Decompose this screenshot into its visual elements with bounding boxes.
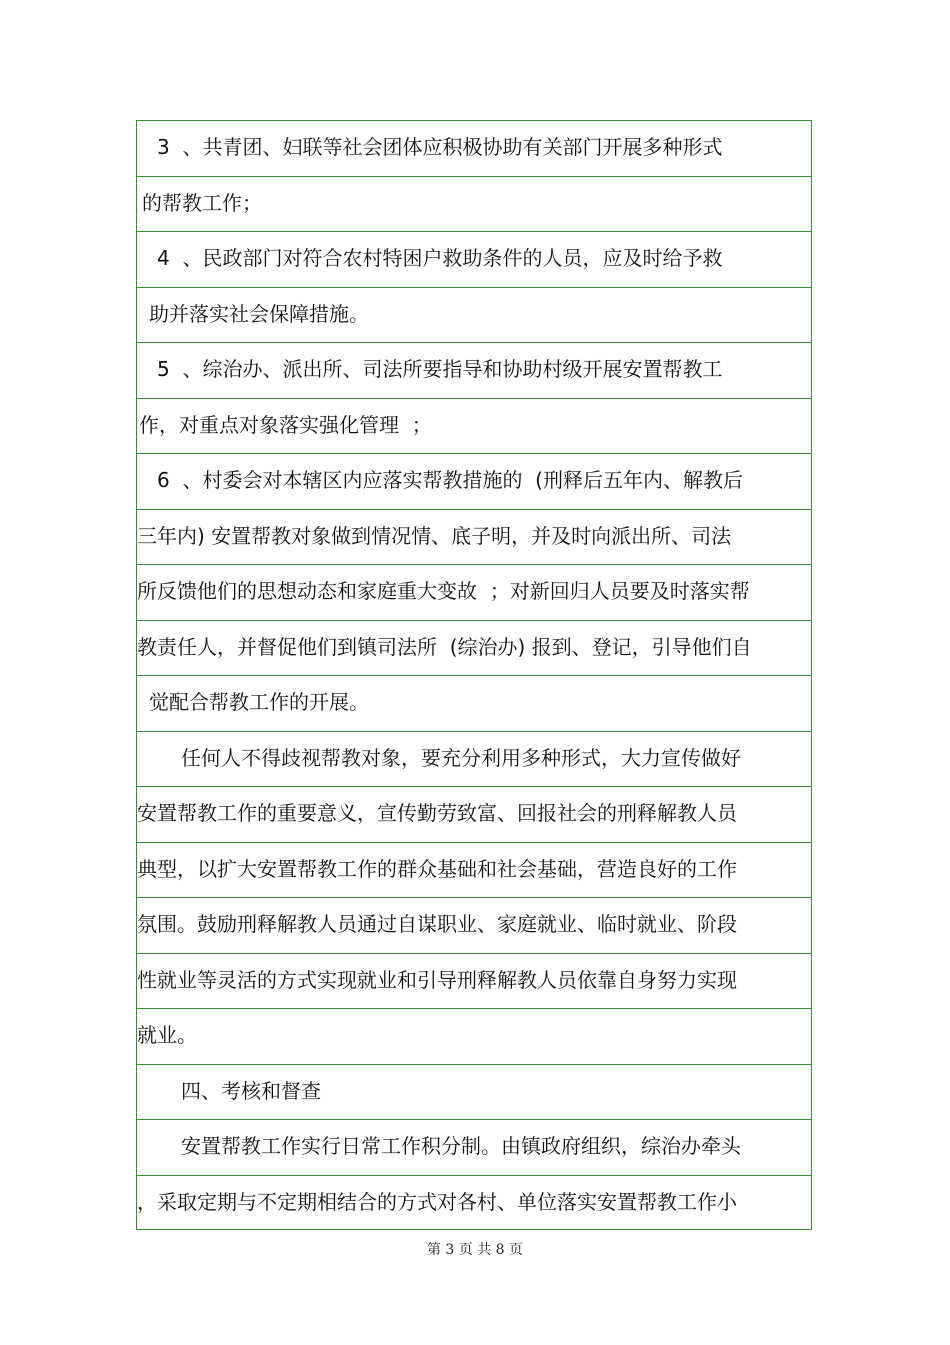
text-line: 安置帮教工作的重要意义，宣传勤劳致富、回报社会的刑释解教人员 — [137, 787, 811, 843]
text-line: 作，对重点对象落实强化管理 ； — [137, 399, 811, 455]
text-line: 所反馈他们的思想动态和家庭重大变故 ；对新回归人员要及时落实帮 — [137, 565, 811, 621]
text-line: ，采取定期与不定期相结合的方式对各村、单位落实安置帮教工作小 — [137, 1189, 737, 1214]
text-line: 的帮教工作； — [137, 177, 811, 233]
text-line: 任何人不得歧视帮教对象，要充分利用多种形式，大力宣传做好 — [137, 732, 811, 788]
text-line: 氛围。鼓励刑释解教人员通过自谋职业、家庭就业、临时就业、阶段 — [137, 898, 811, 954]
page-footer: 第 3 页 共 8 页 — [426, 1242, 524, 1258]
text-line: 三年内) 安置帮教对象做到情况情、底子明，并及时向派出所、司法 — [137, 510, 811, 566]
text-line: 安置帮教工作实行日常工作积分制。由镇政府组织，综治办牵头 — [137, 1120, 811, 1176]
section-heading: 四、考核和督查 — [137, 1065, 811, 1121]
text-line: 3 、共青团、妇联等社会团体应积极协助有关部门开展多种形式 — [137, 121, 811, 177]
text-line: 典型，以扩大安置帮教工作的群众基础和社会基础，营造良好的工作 — [137, 843, 811, 899]
text-line: 助并落实社会保障措施。 — [137, 288, 811, 344]
text-line: 性就业等灵活的方式实现就业和引导刑释解教人员依靠自身努力实现 — [137, 954, 811, 1010]
text-line: 觉配合帮教工作的开展。 — [137, 676, 811, 732]
text-line: 5 、综治办、派出所、司法所要指导和协助村级开展安置帮教工 — [137, 343, 811, 399]
text-line: 6 、村委会对本辖区内应落实帮教措施的 (刑释后五年内、解教后 — [137, 454, 811, 510]
text-line: 教责任人，并督促他们到镇司法所 (综治办) 报到、登记，引导他们自 — [137, 621, 811, 677]
text-line: 就业。 — [137, 1009, 811, 1065]
document-body — [136, 120, 812, 1230]
text-line: 4 、民政部门对符合农村特困户救助条件的人员，应及时给予救 — [137, 232, 811, 288]
